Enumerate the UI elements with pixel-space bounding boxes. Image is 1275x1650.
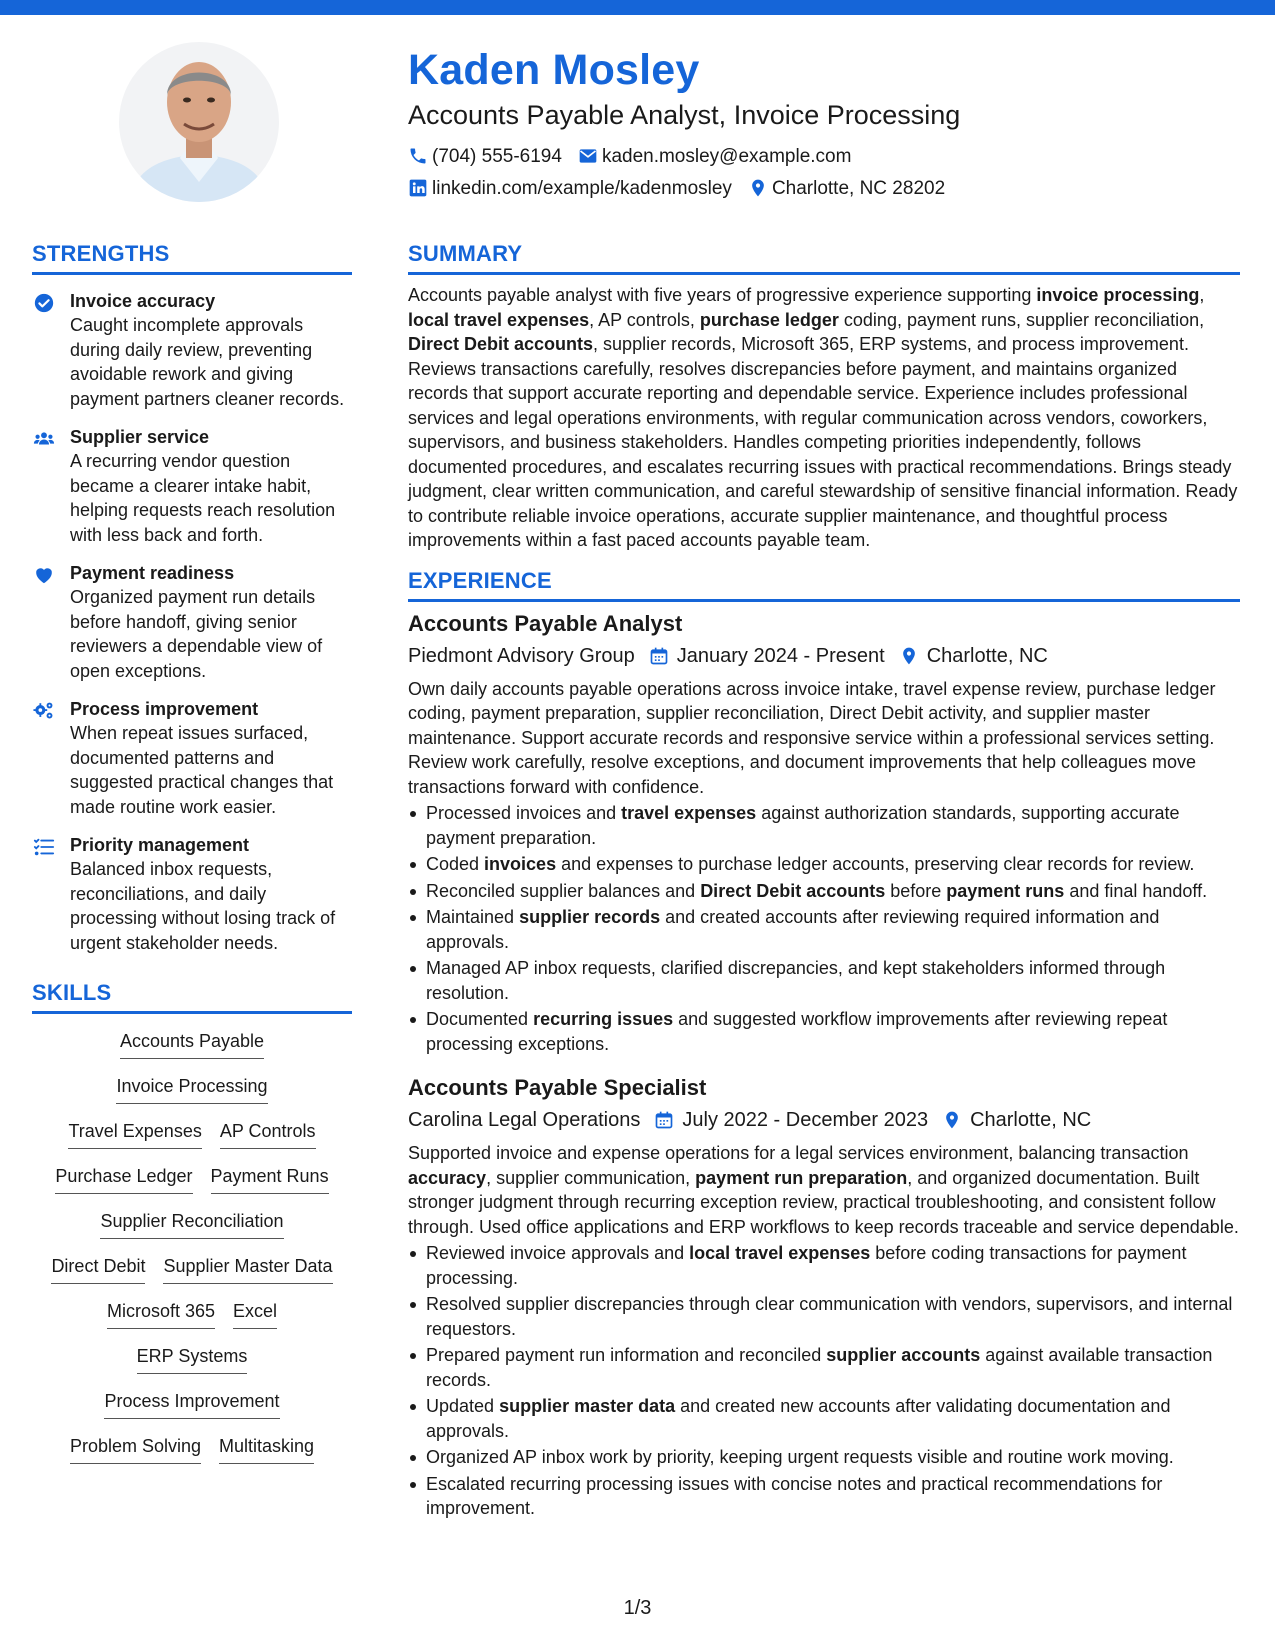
bullet-item (408, 1343, 1240, 1392)
linkedin-text: linkedin.com/example/kadenmosley (432, 177, 732, 199)
company-name: Carolina Legal Operations (408, 1109, 641, 1131)
skill-tag: Microsoft 365 (107, 1298, 215, 1329)
text-segment: Coded (426, 854, 485, 874)
bold-phrase: purchase ledger (699, 309, 839, 330)
skill-tag: Multitasking (219, 1433, 314, 1464)
bold-phrase: payment run preparation (695, 1167, 908, 1188)
strength-title: Supplier service (70, 427, 210, 447)
bullet-item (408, 1394, 1240, 1443)
bold-phrase: supplier accounts (826, 1345, 981, 1365)
candidate-role: Accounts Payable Analyst, Invoice Processing (408, 100, 961, 130)
text-segment: , supplier records, Microsoft 365, ERP systems, and process improvement. Reviews transactions carefully, resolves discrepancies before payment, and maintains organized records that support accurate reporting and dependable service. Experience includes professional services and legal operations environments, with regular communication across vendors, coworkers, supervisors, and business stakeholders. Handles competing priorities independently, follows documented procedures, and escalates recurring issues with practical recommendations. Brings steady judgment, clear written communication, and careful stewardship of sensitive financial information. Ready to contribute reliable invoice operations, accurate supplier maintenance, and thoughtful process improvements within a fast paced accounts payable team. (408, 334, 1238, 550)
bold-phrase: accuracy (408, 1167, 487, 1188)
job-dates-text: January 2024 - Present (676, 644, 885, 667)
check-circle-icon (32, 291, 56, 315)
bullet-item (408, 879, 1240, 904)
experience-heading: EXPERIENCE (408, 567, 1240, 602)
strength-title: Priority management (70, 835, 250, 855)
strength-desc: Organized payment run details before handoff, giving senior reviewers a dependable view of open exceptions. (70, 587, 323, 681)
job-bullets (408, 801, 1240, 1056)
skills-heading: SKILLS (32, 979, 352, 1014)
skill-row (32, 1253, 352, 1298)
email-text: kaden.mosley@example.com (601, 145, 852, 167)
contact-info (408, 140, 1238, 204)
text-segment: Documented (426, 1009, 534, 1029)
linkedin-contact[interactable] (408, 177, 732, 200)
job-location-text: Charlotte, NC (926, 644, 1048, 667)
skill-row (32, 1118, 352, 1163)
job-entry (408, 610, 1240, 1057)
map-pin-icon (942, 1110, 962, 1130)
job-location (942, 1105, 1091, 1135)
bold-phrase: local travel expenses (689, 1243, 871, 1263)
resume-header (408, 46, 1238, 204)
bullet-item (408, 1445, 1240, 1470)
job-location-text: Charlotte, NC (970, 1109, 1092, 1131)
summary-heading: SUMMARY (408, 240, 1240, 275)
text-segment: Resolved supplier discrepancies through clear communication with vendors, supervisors, and internal requestors. (426, 1294, 1233, 1339)
location-contact (748, 177, 945, 200)
text-segment: before (885, 880, 947, 901)
text-segment: before coding transactions for payment processing. (426, 1243, 1187, 1288)
skill-row (32, 1298, 352, 1343)
skill-row (32, 1163, 352, 1208)
phone-text: (704) 555-6194 (432, 145, 562, 167)
candidate-name: Kaden Mosley (408, 46, 700, 94)
job-meta (408, 1105, 1240, 1135)
text-segment: Own daily accounts payable operations across invoice intake, travel expense review, purchase ledger coding, payment preparation, supplier reconciliation, Direct Debit activity, and supplier master maintenance. Support accurate records and responsive service within a professional services setting. Review work carefully, resolve exceptions, and document improvements that help colleagues move transactions forward with confidence. (408, 678, 1216, 797)
summary-text (408, 283, 1240, 553)
skill-tag: Travel Expenses (68, 1118, 201, 1149)
strength-desc: A recurring vendor question became a clearer intake habit, helping requests reach resolution with less back and forth. (70, 451, 336, 545)
bold-phrase: Direct Debit accounts (408, 334, 594, 354)
text-segment: , supplier communication, (486, 1167, 696, 1188)
bullet-item (408, 1292, 1240, 1341)
job-description (408, 677, 1240, 800)
contact-row-2 (408, 172, 1238, 204)
skill-tag: Supplier Master Data (163, 1253, 332, 1284)
strength-item (32, 697, 352, 819)
job-location (899, 641, 1048, 671)
strengths-heading: STRENGTHS (32, 240, 352, 275)
bold-phrase: Direct Debit accounts (700, 880, 886, 901)
text-segment: and expenses to purchase ledger accounts, preserving clear records for review. (556, 854, 1195, 874)
strength-item (32, 425, 352, 547)
skill-tag: Direct Debit (51, 1253, 145, 1284)
left-column (32, 240, 352, 1478)
calendar-icon (649, 646, 669, 666)
skill-tag: Accounts Payable (120, 1028, 264, 1059)
skill-tag: Payment Runs (211, 1163, 329, 1194)
heart-icon (32, 563, 56, 587)
strength-item (32, 289, 352, 411)
skill-row (32, 1388, 352, 1433)
text-segment: and created accounts after reviewing required information and approvals. (426, 907, 1160, 952)
text-segment: Prepared payment run information and reconciled (426, 1345, 827, 1365)
bullet-item (408, 956, 1240, 1005)
skill-row (32, 1073, 352, 1118)
contact-row-1 (408, 140, 1238, 172)
bold-phrase: invoice processing (1036, 285, 1200, 305)
job-dates (654, 1105, 928, 1135)
bold-phrase: payment runs (946, 880, 1065, 901)
skill-tag: AP Controls (220, 1118, 316, 1149)
job-meta (408, 641, 1240, 671)
text-segment: Organized AP inbox work by priority, keeping urgent requests visible and routine work moving. (426, 1447, 1174, 1467)
skill-row (32, 1433, 352, 1478)
bold-phrase: travel expenses (621, 803, 757, 823)
skill-row (32, 1343, 352, 1388)
skill-tag: Excel (233, 1298, 277, 1329)
text-segment: , (1199, 285, 1205, 305)
job-dates (649, 641, 885, 671)
map-pin-icon (899, 646, 919, 666)
job-title: Accounts Payable Specialist (408, 1075, 707, 1100)
job-entry (408, 1074, 1240, 1521)
strength-item (32, 833, 352, 955)
portrait-illustration (118, 40, 280, 208)
text-segment: against available transaction records. (426, 1345, 1213, 1390)
map-pin-icon (748, 178, 768, 198)
skill-tag: Supplier Reconciliation (100, 1208, 283, 1239)
job-dates-text: July 2022 - December 2023 (682, 1109, 929, 1131)
skill-row (32, 1028, 352, 1073)
skills-list (32, 1028, 352, 1478)
strength-desc: Balanced inbox requests, reconciliations, and daily processing without losing track of urgent stakeholder needs. (70, 859, 336, 953)
bullet-item (408, 905, 1240, 954)
strength-desc: Caught incomplete approvals during daily review, preventing avoidable rework and giving payment partners cleaner records. (70, 315, 345, 409)
job-title: Accounts Payable Analyst (408, 610, 683, 636)
bold-phrase: local travel expenses (408, 309, 590, 330)
bold-phrase: supplier master data (499, 1396, 676, 1416)
list-check-icon (32, 835, 56, 859)
text-segment: Maintained (426, 907, 520, 927)
bullet-item (408, 1241, 1240, 1290)
text-segment: , and organized documentation. Built stronger judgment through recurring exception review, practical troubleshooting, and consistent follow through. Used office applications and ERP workflows to keep records traceable and service dependable. (408, 1167, 1239, 1237)
strength-title: Invoice accuracy (70, 291, 216, 311)
top-accent-bar (0, 0, 1275, 15)
text-segment: Supported invoice and expense operations for a legal services environment, balancing transaction (408, 1143, 1189, 1163)
skill-tag: Invoice Processing (116, 1073, 267, 1104)
strength-title: Process improvement (70, 699, 259, 719)
text-segment: and final handoff. (1064, 880, 1208, 901)
linkedin-icon (408, 178, 428, 198)
text-segment: Reconciled supplier balances and (426, 880, 701, 901)
text-segment: against authorization standards, supporting accurate payment preparation. (426, 803, 1180, 848)
bullet-item (408, 852, 1240, 877)
bold-phrase: supplier records (519, 907, 661, 927)
text-segment: Updated (426, 1396, 500, 1416)
text-segment: Escalated recurring processing issues with concise notes and practical recommendations for improvement. (426, 1473, 1163, 1518)
right-column (408, 240, 1240, 1521)
gears-icon (32, 699, 56, 723)
skill-tag: Purchase Ledger (55, 1163, 192, 1194)
text-segment: Accounts payable analyst with five years of progressive experience supporting (408, 285, 1037, 305)
page-number: 1/3 (623, 1597, 652, 1619)
envelope-icon (578, 146, 598, 166)
strength-desc: When repeat issues surfaced, documented patterns and suggested practical changes that made routine work easier. (70, 723, 334, 817)
text-segment: Processed invoices and (426, 803, 622, 823)
email-contact[interactable] (578, 145, 852, 168)
location-text: Charlotte, NC 28202 (771, 177, 946, 199)
text-segment: and suggested workflow improvements after reviewing repeat processing exceptions. (426, 1009, 1168, 1054)
phone-icon (408, 146, 428, 166)
skill-tag: Process Improvement (104, 1388, 279, 1419)
job-description (408, 1141, 1240, 1239)
phone-contact[interactable] (408, 145, 562, 168)
calendar-icon (654, 1110, 674, 1130)
text-segment: Reviewed invoice approvals and (426, 1243, 690, 1263)
text-segment: Managed AP inbox requests, clarified discrepancies, and kept stakeholders informed through resolution. (426, 958, 1166, 1003)
text-segment: , AP controls, (589, 309, 700, 330)
profile-photo (118, 40, 280, 208)
company-name: Piedmont Advisory Group (408, 644, 635, 667)
bullet-item (408, 801, 1240, 850)
skill-tag: Problem Solving (70, 1433, 201, 1464)
text-segment: coding, payment runs, supplier reconciliation, (838, 309, 1205, 330)
bold-phrase: recurring issues (533, 1009, 674, 1029)
strength-item (32, 561, 352, 683)
strength-title: Payment readiness (70, 563, 235, 583)
text-segment: and created new accounts after validating documentation and approvals. (426, 1396, 1171, 1441)
skill-tag: ERP Systems (137, 1343, 248, 1374)
bullet-item (408, 1007, 1240, 1056)
bold-phrase: invoices (484, 854, 557, 874)
users-icon (32, 427, 56, 451)
job-bullets (408, 1241, 1240, 1521)
bullet-item (408, 1472, 1240, 1521)
skill-row (32, 1208, 352, 1253)
